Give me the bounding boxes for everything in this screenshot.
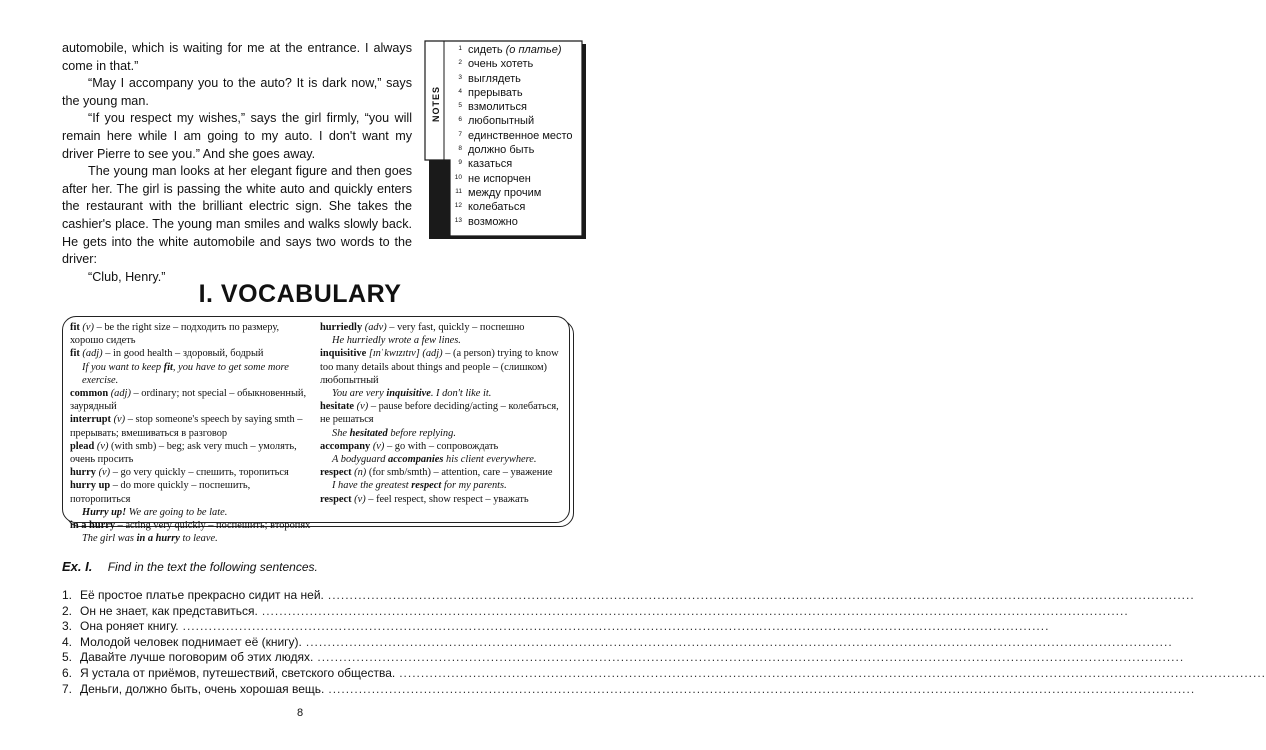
answer-line[interactable]: ........................................................................................................................................................................................................ — [261, 603, 1129, 618]
vocab-example — [70, 506, 312, 519]
vocab-word: hurriedly — [320, 322, 363, 333]
vocab-pos: (v) — [98, 467, 111, 479]
exercise-heading — [62, 559, 318, 574]
exercise-list — [62, 588, 1266, 697]
exercise-item-text: Давайте лучше поговорим об этих людях. — [80, 650, 314, 665]
vocab-word: plead — [70, 440, 95, 452]
note-text: сидеть (о платье) — [468, 44, 562, 56]
vocab-definition: – be the right size – подходить по размеру, хорошо сидеть — [70, 322, 280, 347]
answer-line[interactable]: ........................................................................................................................................................................................................ — [317, 650, 1185, 665]
exercise-instruction: Find in the text the following sentences. — [107, 560, 318, 574]
note-item — [450, 100, 584, 114]
vocab-entry — [320, 466, 565, 479]
vocab-example — [320, 334, 565, 347]
vocab-pos: (v) — [356, 401, 369, 413]
note-text: казаться — [468, 158, 513, 171]
note-number: 3 — [458, 73, 462, 81]
vocab-entry — [70, 413, 312, 439]
exercise-item — [62, 681, 1196, 698]
vocab-word: fit — [70, 348, 80, 360]
vocab-pos: (v) — [372, 440, 385, 452]
note-number: 13 — [454, 216, 462, 224]
vocab-entry — [320, 440, 565, 453]
note-number: 4 — [458, 87, 462, 95]
vocab-pos: (v) — [113, 414, 126, 426]
exercise-item-text: Он не знает, как представиться. — [80, 603, 258, 618]
exercise-item-number: 2. — [62, 603, 73, 618]
note-text: выглядеть — [468, 72, 521, 85]
vocab-example-part: Hurry up! — [82, 506, 127, 518]
note-item — [450, 172, 584, 186]
exercise-item-text: Её простое платье прекрасно сидит на ней. — [80, 588, 324, 602]
note-number: 2 — [458, 59, 462, 67]
vocab-entry — [70, 347, 312, 360]
vocab-definition: – feel respect, show respect – уважать — [365, 493, 529, 505]
answer-line[interactable]: ........................................................................................................................................................................................................ — [305, 634, 1173, 649]
exercise-item-number: 4. — [62, 634, 73, 649]
vocab-definition: – stop someone's speech by saying smth – прерывать; вмешиваться в разговор — [70, 414, 303, 439]
vocab-entry — [70, 321, 312, 347]
notes-label — [431, 108, 441, 122]
vocab-example-part: to leave. — [179, 533, 218, 545]
vocab-definition: – in good health – здоровый, бодрый — [102, 348, 264, 360]
vocab-word: hesitate — [320, 401, 355, 413]
page-number: 8 — [296, 707, 304, 719]
note-text: колебаться — [468, 201, 526, 214]
vocab-word: respect — [320, 493, 352, 505]
section-title: I. VOCABULARY — [198, 280, 402, 308]
vocab-example-part: I have the greatest — [332, 480, 412, 492]
vocab-pos: (v) — [354, 493, 366, 505]
vocab-word: hurry — [70, 467, 96, 479]
vocab-definition: – pause before deciding/acting – колебаться, не решаться — [320, 401, 559, 426]
note-number: 9 — [458, 159, 462, 167]
vocab-word: inquisitive — [320, 348, 367, 360]
vocab-entry — [320, 493, 565, 506]
vocab-column-left — [70, 321, 312, 545]
note-text: возможно — [468, 215, 518, 228]
note-item — [450, 43, 584, 57]
vocab-example-part: A bodyguard — [332, 454, 388, 466]
exercise-item — [62, 603, 1129, 620]
vocab-example-part: in a hurry — [136, 533, 180, 545]
exercise-item-text: Она роняет книгу. — [80, 619, 179, 634]
vocab-example-part: for my parents. — [441, 480, 507, 492]
vocab-example-part: . I don't like it. — [430, 388, 492, 400]
exercise-item-text: Молодой человек поднимает её (книгу). — [80, 634, 302, 649]
exercise-item-number: 3. — [62, 619, 73, 634]
note-number: 7 — [458, 130, 462, 138]
note-number: 11 — [455, 187, 462, 195]
vocab-definition: – do more quickly – поспешить, поторопиться — [70, 480, 251, 505]
vocab-definition: – (a person) trying to know too many details about things and people – (слишком) любопытный — [320, 348, 559, 386]
notes-box — [424, 40, 587, 240]
exercise-item — [62, 588, 1195, 604]
exercise-item — [62, 665, 1266, 682]
notes-list — [450, 43, 584, 229]
note-number: 5 — [458, 102, 462, 110]
note-text: прерывать — [468, 86, 523, 99]
vocab-example — [320, 453, 565, 466]
exercise-item-text: Я устала от приёмов, путешествий, светского общества. — [80, 665, 396, 680]
vocab-example — [320, 427, 565, 440]
vocab-word: fit — [70, 322, 80, 333]
vocab-definition: – ordinary; not special – обыкновенный, заурядный — [70, 388, 307, 413]
story-text — [62, 40, 412, 286]
vocab-pos: (adj) — [82, 348, 103, 360]
vocab-example — [320, 387, 565, 400]
vocab-example-part: fit — [163, 361, 173, 373]
vocab-definition: – go with – сопровождать — [384, 440, 499, 452]
vocab-entry — [70, 387, 312, 413]
vocab-example — [70, 361, 312, 387]
exercise-item-number: 6. — [62, 665, 73, 680]
note-item — [450, 86, 584, 100]
vocab-definition: (with smb) – beg; ask very much – умолять, очень просить — [70, 440, 297, 466]
note-italic: (о платье) — [505, 44, 562, 56]
vocab-definition: – very fast, quickly – поспешно — [386, 322, 525, 333]
note-item — [450, 129, 584, 143]
vocab-entry — [320, 400, 565, 426]
vocab-pos: [ɪnˈkwɪzɪtɪv] (adj) — [368, 348, 443, 360]
exercise-item — [62, 619, 1050, 635]
vocab-entry — [70, 519, 312, 532]
vocab-word: hurry up — [70, 480, 111, 492]
vocab-definition: – acting very quickly – поспешить; второпях — [115, 520, 311, 532]
exercise-item-number: 7. — [62, 681, 73, 696]
vocab-entry — [70, 466, 312, 479]
vocab-word: common — [70, 388, 109, 400]
story-paragraph: “Club, Henry.” — [88, 269, 166, 284]
note-text: не испорчен — [468, 172, 531, 185]
vocab-definition: – go very quickly – спешить, торопиться — [110, 467, 289, 479]
note-text: должно быть — [468, 144, 535, 157]
exercise-item — [62, 634, 1173, 651]
exercise-label: Ex. I. — [62, 559, 93, 574]
story-paragraph: automobile, which is waiting for me at the entrance. I always come in that.” — [62, 41, 412, 73]
answer-line[interactable]: ........................................................................................................................................................................................................ — [327, 588, 1195, 602]
answer-line[interactable]: ........................................................................................................................................................................................................ — [399, 665, 1266, 680]
vocab-entry — [70, 440, 312, 466]
answer-line[interactable]: ........................................................................................................................................................................................................ — [182, 619, 1050, 634]
vocab-example — [320, 479, 565, 492]
note-number: 10 — [454, 173, 462, 181]
note-text: любопытный — [468, 115, 535, 128]
note-number: 6 — [458, 116, 462, 124]
note-text: между прочим — [468, 186, 542, 199]
vocab-example-part: , you have to get some more exercise. — [82, 361, 289, 386]
vocab-entry — [320, 321, 565, 334]
vocab-example-part: before replying. — [387, 427, 456, 439]
vocab-definition: (for smb/smth) – attention, care – уважение — [366, 467, 553, 479]
note-item — [450, 114, 584, 128]
answer-line[interactable]: ........................................................................................................................................................................................................ — [328, 681, 1196, 696]
story-paragraph: “If you respect my wishes,” says the girl firmly, “you will remain here while I am going to my auto. I don't want my driver Pierre to see you.” And she goes away. — [62, 111, 412, 161]
note-item — [450, 143, 584, 157]
vocab-example-part: We are going to be late. — [126, 506, 228, 518]
exercise-item-number: 5. — [62, 650, 73, 665]
note-item — [450, 57, 584, 71]
vocab-entry — [70, 479, 312, 505]
vocab-example — [70, 532, 312, 545]
note-item — [450, 200, 584, 214]
exercise-item-number: 1. — [62, 588, 73, 602]
vocab-pos: (adv) — [364, 322, 387, 333]
note-number: 1 — [458, 45, 462, 52]
vocab-pos: (n) — [354, 467, 367, 479]
vocab-pos: (v) — [96, 440, 109, 452]
note-number: 12 — [454, 202, 462, 210]
vocab-example-part: inquisitive — [386, 388, 431, 400]
vocab-example-part: hesitated — [349, 427, 388, 439]
vocab-word: respect — [320, 467, 352, 479]
story-paragraph: The young man looks at her elegant figure and then goes after her. The girl is passing the white auto and quickly enters the restaurant with the brilliant electric sign. She takes the cashier's place. The young man smiles and walks slowly back. He gets into the white automobile and says two words to the driver: — [62, 164, 412, 267]
note-number: 8 — [458, 145, 462, 153]
vocab-example-part: respect — [411, 480, 442, 492]
vocab-pos: (adj) — [110, 388, 131, 400]
note-item — [450, 72, 584, 86]
note-text: единственное место — [468, 129, 573, 142]
vocab-example-part: The girl was — [82, 533, 137, 545]
exercise-item-text: Деньги, должно быть, очень хорошая вещь. — [80, 681, 325, 696]
vocab-example-part: accompanies — [388, 454, 444, 466]
note-item — [450, 157, 584, 171]
vocab-example-part: She — [332, 427, 350, 439]
vocab-example-part: If you want to keep — [82, 361, 164, 373]
note-text: очень хотеть — [468, 58, 534, 71]
story-paragraph: “May I accompany you to the auto? It is dark now,” says the young man. — [62, 76, 412, 108]
note-text: взмолиться — [468, 101, 527, 114]
vocab-column-right — [320, 321, 565, 506]
vocab-entry — [320, 347, 565, 387]
exercise-item — [62, 650, 1185, 666]
vocab-example-part: He hurriedly wrote a few lines. — [332, 335, 461, 347]
vocab-word: accompany — [320, 440, 371, 452]
note-item — [450, 215, 584, 229]
note-item — [450, 186, 584, 200]
vocab-example-part: You are very — [332, 388, 387, 400]
vocab-word: in a hurry — [70, 520, 116, 532]
vocab-example-part: his client everywhere. — [443, 454, 537, 466]
vocab-pos: (v) — [82, 322, 94, 333]
vocab-word: interrupt — [70, 414, 111, 426]
